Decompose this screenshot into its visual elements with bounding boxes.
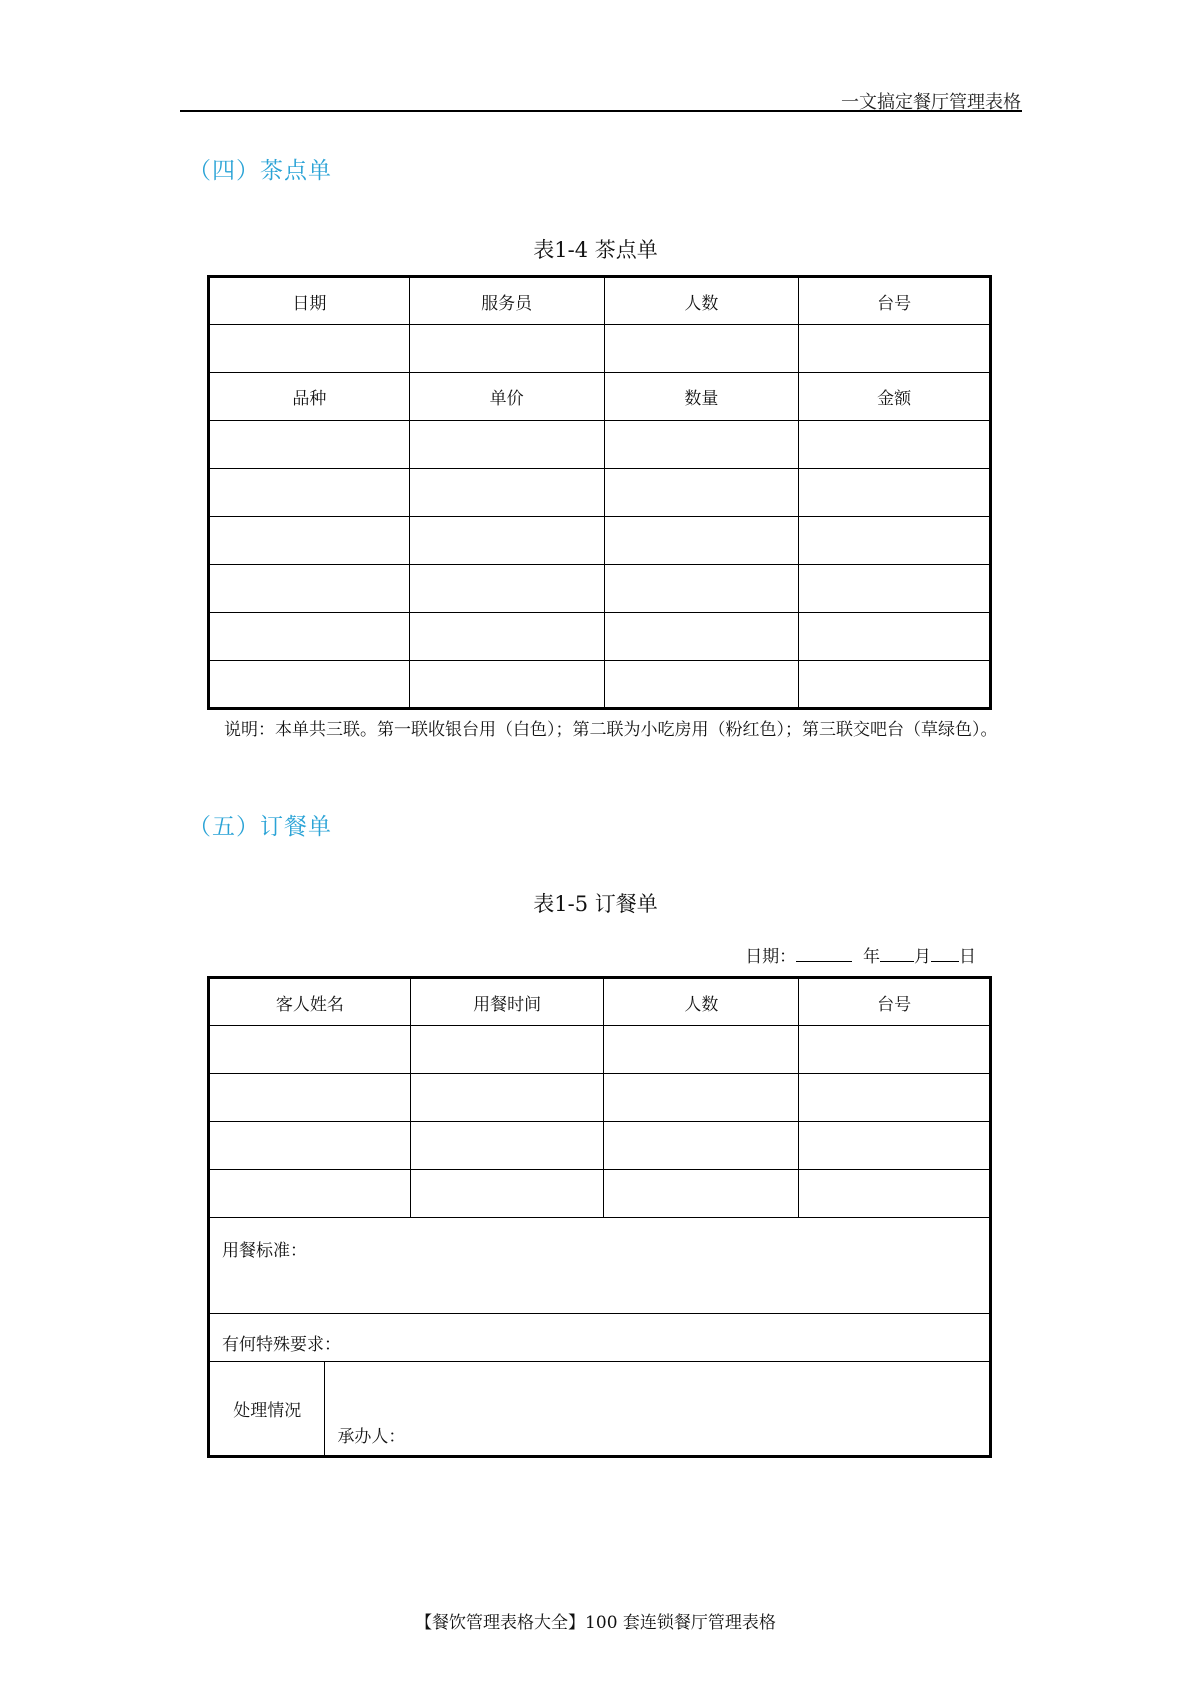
handling-content-cell[interactable] (325, 1362, 991, 1457)
input-cell[interactable] (604, 421, 799, 469)
input-cell[interactable] (799, 469, 991, 517)
input-cell[interactable] (799, 517, 991, 565)
header-cell-meal-time: 用餐时间 (410, 978, 604, 1026)
special-request-label: 有何特殊要求： (222, 1335, 341, 1355)
table-row (209, 1026, 991, 1074)
day-blank[interactable] (931, 945, 959, 962)
input-cell[interactable] (604, 565, 799, 613)
special-request-row (209, 1314, 991, 1362)
table-row (209, 661, 991, 709)
header-cell-unit-price: 单价 (409, 373, 604, 421)
meal-standard-row (209, 1218, 991, 1314)
input-cell[interactable] (410, 1170, 604, 1218)
month-label: 月 (914, 947, 931, 967)
input-cell[interactable] (799, 1122, 991, 1170)
input-cell[interactable] (799, 1026, 991, 1074)
input-cell[interactable] (604, 469, 799, 517)
table-row (209, 1170, 991, 1218)
input-cell[interactable] (410, 1074, 604, 1122)
table-caption-1-4: 表1-4 茶点单 (533, 238, 658, 262)
table-row (209, 469, 991, 517)
meal-standard-label: 用餐标准： (222, 1241, 307, 1261)
input-cell[interactable] (799, 613, 991, 661)
tea-order-table (207, 275, 992, 710)
header-cell-amount: 金额 (799, 373, 991, 421)
input-cell[interactable] (409, 661, 604, 709)
input-cell[interactable] (209, 565, 410, 613)
table-row (209, 517, 991, 565)
header-cell-waiter: 服务员 (409, 277, 604, 325)
input-cell[interactable] (410, 1026, 604, 1074)
header-cell-table-no: 台号 (799, 277, 991, 325)
handling-label-cell (209, 1362, 325, 1457)
input-cell[interactable] (604, 661, 799, 709)
table-row (209, 565, 991, 613)
input-cell[interactable] (799, 565, 991, 613)
input-cell[interactable] (799, 661, 991, 709)
input-cell-date[interactable] (209, 325, 410, 373)
input-cell[interactable] (604, 1026, 799, 1074)
header-cell-guests: 人数 (604, 978, 799, 1026)
year-label: 年 (863, 947, 880, 967)
table-header-row (209, 373, 991, 421)
page-footer-text: 【餐饮管理表格大全】100 套连锁餐厅管理表格 (415, 1613, 776, 1633)
input-cell[interactable] (409, 517, 604, 565)
year-blank[interactable] (796, 945, 852, 962)
header-rule (180, 110, 1022, 112)
table-row (209, 421, 991, 469)
input-cell[interactable] (209, 1122, 411, 1170)
special-request-cell[interactable] (209, 1314, 991, 1362)
table-header-row (209, 277, 991, 325)
table-row (209, 613, 991, 661)
input-cell[interactable] (209, 421, 410, 469)
handler-label: 承办人： (337, 1427, 406, 1447)
header-cell-date: 日期 (209, 277, 410, 325)
input-cell[interactable] (209, 1170, 411, 1218)
header-cell-table-no: 台号 (799, 978, 991, 1026)
input-cell[interactable] (604, 1074, 799, 1122)
table-row (209, 1074, 991, 1122)
table-row (209, 325, 991, 373)
input-cell-waiter[interactable] (409, 325, 604, 373)
input-cell[interactable] (410, 1122, 604, 1170)
input-cell[interactable] (604, 613, 799, 661)
input-cell[interactable] (409, 421, 604, 469)
input-cell[interactable] (209, 1074, 411, 1122)
handling-row (209, 1362, 991, 1457)
date-label: 日期： (745, 947, 797, 967)
month-blank[interactable] (880, 945, 914, 962)
input-cell[interactable] (409, 469, 604, 517)
date-line (745, 942, 976, 967)
section-heading-tea-order: （四）茶点单 (188, 158, 332, 184)
table-row (209, 1122, 991, 1170)
header-cell-guest-name: 客人姓名 (209, 978, 411, 1026)
table-header-row (209, 978, 991, 1026)
input-cell[interactable] (799, 421, 991, 469)
input-cell[interactable] (209, 469, 410, 517)
input-cell[interactable] (209, 613, 410, 661)
input-cell[interactable] (409, 565, 604, 613)
input-cell-table-no[interactable] (799, 325, 991, 373)
table-note: 说明：本单共三联。第一联收银台用（白色）；第二联为小吃房用（粉红色）；第三联交吧台（草绿色）。 (224, 720, 998, 740)
header-cell-quantity: 数量 (604, 373, 799, 421)
input-cell-guests[interactable] (604, 325, 799, 373)
input-cell[interactable] (604, 517, 799, 565)
input-cell[interactable] (409, 613, 604, 661)
header-cell-guests: 人数 (604, 277, 799, 325)
page-header-title: 一文搞定餐厅管理表格 (841, 92, 1021, 113)
meal-standard-cell[interactable] (209, 1218, 991, 1314)
input-cell[interactable] (799, 1074, 991, 1122)
input-cell[interactable] (604, 1170, 799, 1218)
meal-reservation-table (207, 976, 992, 1458)
section-heading-meal-reservation: （五）订餐单 (188, 814, 332, 840)
header-cell-item: 品种 (209, 373, 410, 421)
input-cell[interactable] (209, 1026, 411, 1074)
input-cell[interactable] (799, 1170, 991, 1218)
input-cell[interactable] (209, 517, 410, 565)
handling-label: 处理情况 (233, 1401, 302, 1421)
table-caption-1-5: 表1-5 订餐单 (533, 892, 658, 916)
input-cell[interactable] (209, 661, 410, 709)
input-cell[interactable] (604, 1122, 799, 1170)
day-label: 日 (959, 947, 976, 967)
